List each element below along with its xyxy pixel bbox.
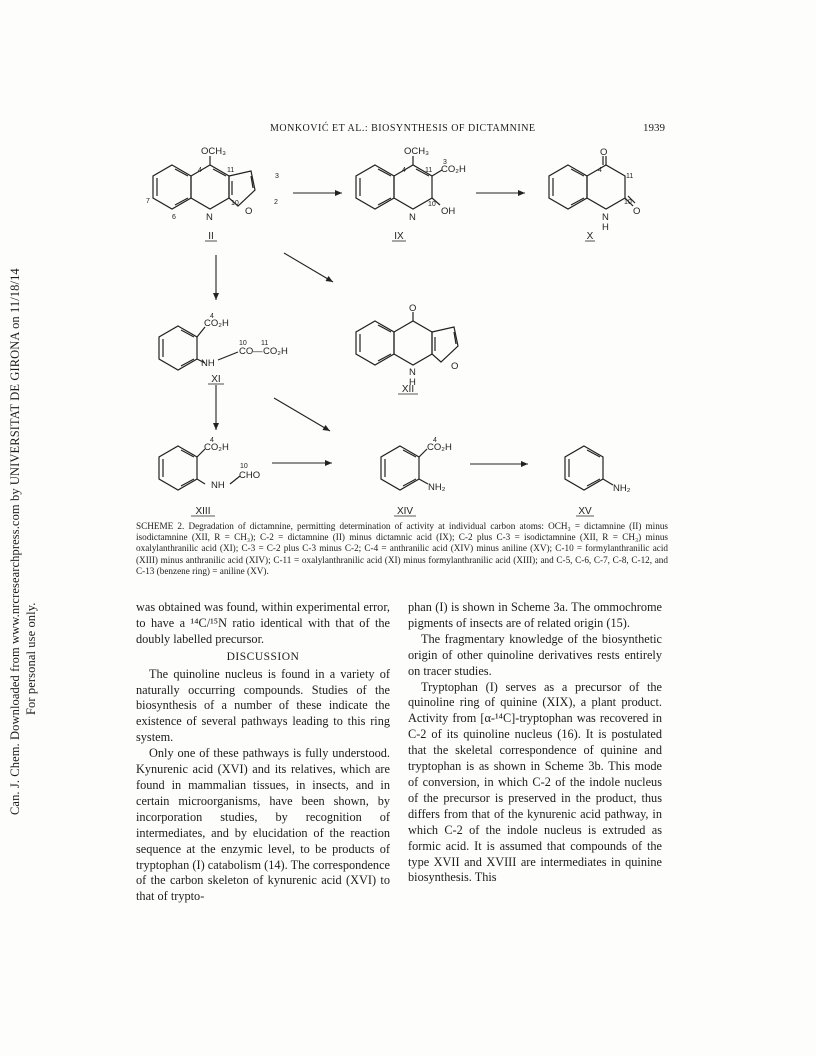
paragraph: The quinoline nucleus is found in a variety of naturally occurring compounds. Studies of the biosynthesis of a number of these indicate the existence of several pathways leading to this ring system. <box>136 666 390 745</box>
paragraph: phan (I) is shown in Scheme 3a. The ommochrome pigments of insects are of related origin (15). <box>408 600 662 630</box>
label-x: X <box>586 231 594 242</box>
atom-label: N <box>409 367 416 378</box>
atom-label: O <box>409 303 417 314</box>
atom-label: 10 <box>239 340 247 347</box>
atom-label: 4 <box>210 437 214 444</box>
atom-label: 7 <box>146 198 150 205</box>
atom-label: N <box>602 212 609 223</box>
atom-label: 3 <box>275 173 279 180</box>
atom-label: NH <box>211 480 225 491</box>
paragraph: Tryptophan (I) serves as a precursor of the quinoline ring of quinine (XIX), a plant product. Activity from [α-¹⁴C]-tryptophan was recovered in C-2 of its quinoline nucleus (16). It is postulated that the skeletal correspondence of quinine and tryptophan is as shown in Scheme 3b. This mode of conversion, in which C-2 of the indole nucleus of the precursor is preserved in the product, thus differs from that of the kynurenic acid pathway, in which C-2 of the indole nucleus is extruded as formic acid. It is assumed that compounds of the type XVII and XVIII are intermediates in quinine biosynthesis. This <box>408 679 662 885</box>
atom-label: CO₂H <box>204 442 229 453</box>
scheme-caption: SCHEME 2. Degradation of dictamnine, permitting determination of activity at individual carbon atoms: OCH₃ = dictamnine (II) minus isodictamnine (XII, R = CH₃); C-2 = dictamnine (II) minus dictamnic acid (IX); C-2 plus C-3 = isodictamnine (XII, R = CH₃) minus oxalylanthranilic acid (XI); C-3 = C-2 plus C-3 minus C-2; C-4 = anthranilic acid (XIV) minus aniline (XV); C-10 = formylanthranilic acid (XIII) minus anthranilic acid (XIV); C-11 = oxalylanthranilic acid (XI) minus formylanthranilic acid (XIII); and C-5, C-6, C-7, C-8, C-12, and C-13 (benzene ring) = aniline (XV). <box>136 521 668 576</box>
atom-label: O <box>633 206 641 217</box>
body-column-left <box>136 600 390 905</box>
paragraph: was obtained was found, within experimental error, to have a ¹⁴C/¹⁵N ratio identical with that of the doubly labelled precursor. <box>136 600 390 646</box>
label-xiii: XIII <box>195 506 211 517</box>
paragraph: The fragmentary knowledge of the biosynthetic origin of other quinoline derivatives rests entirely on tracer studies. <box>408 631 662 678</box>
label-ix: IX <box>394 231 404 242</box>
paragraph: Only one of these pathways is fully understood. Kynurenic acid (XVI) and its relatives, which are found in mammalian tissues, in insects, and in certain microorganisms, have been shown, by incorporation studies, by recognition of intermediates, and by elucidation of the reaction sequence at the enzymic level, to be products of tryptophan (I) catabolism (14). The correspondence of the carbon skeleton of kynurenic acid (XVI) to that of trypto- <box>136 746 390 904</box>
atom-label: CO <box>239 346 254 357</box>
structure-x <box>549 156 635 209</box>
atom-label: 11 <box>261 340 269 347</box>
atom-label: 4 <box>433 437 437 444</box>
atom-label: 10 <box>428 201 436 208</box>
atom-label: CO₂H <box>427 442 452 453</box>
scheme-2-figure <box>0 0 816 520</box>
atom-label: NH₂ <box>613 483 631 494</box>
atom-label: — <box>253 346 263 357</box>
structure-ii <box>153 156 255 209</box>
atom-label: 6 <box>172 214 176 221</box>
atom-label: CO₂H <box>204 318 229 329</box>
label-ii: II <box>208 231 214 242</box>
body-column-right <box>408 600 662 886</box>
structure-xiv <box>381 446 428 490</box>
label-xv: XV <box>578 506 592 517</box>
structure-xi <box>159 326 238 370</box>
label-xi: XI <box>211 374 221 385</box>
atom-label: 4 <box>598 167 602 174</box>
arrow-ii-to-xii <box>284 253 333 282</box>
atom-label: N <box>206 212 213 223</box>
scheme-2-svg <box>0 0 816 520</box>
atom-label: H <box>602 222 609 233</box>
page-number: 1939 <box>643 122 665 134</box>
atom-label: 11 <box>626 173 634 180</box>
structure-xv <box>565 446 613 490</box>
atom-label: 11 <box>425 167 433 174</box>
atom-label: O <box>451 361 459 372</box>
label-xiv: XIV <box>396 506 414 517</box>
running-header: MONKOVIĆ ET AL.: BIOSYNTHESIS OF DICTAMNINE <box>270 123 536 134</box>
atom-label: 2 <box>274 199 278 206</box>
atom-label: O <box>245 206 253 217</box>
download-notice-line-2: For personal use only. <box>24 602 38 715</box>
arrow-xi-to-xiv <box>274 398 330 431</box>
atom-label: NH₂ <box>428 482 446 493</box>
section-heading-discussion: DISCUSSION <box>226 650 300 663</box>
atom-label: 10 <box>240 463 248 470</box>
atom-label: OCH₃ <box>201 146 226 157</box>
structure-xii <box>356 312 458 365</box>
atom-label: 4 <box>210 313 214 320</box>
atom-label: CHO <box>239 470 261 481</box>
atom-label: CO₂H <box>263 346 288 357</box>
atom-label: 3 <box>443 159 447 166</box>
atom-label: CO₂H <box>441 164 466 175</box>
atom-label: OH <box>441 206 456 217</box>
atom-label: 10 <box>231 200 239 207</box>
atom-label: 4 <box>198 167 202 174</box>
atom-label: OCH₃ <box>404 146 429 157</box>
atom-label: N <box>409 212 416 223</box>
download-notice-line-1: Can. J. Chem. Downloaded from www.nrcresearchpress.com by UNIVERSITAT DE GIRONA on 11/18/14 <box>8 268 22 815</box>
atom-label: 11 <box>227 167 235 174</box>
atom-label: O <box>600 147 608 158</box>
atom-label: H <box>409 377 416 388</box>
atom-label: 4 <box>402 167 406 174</box>
atom-label: NH <box>201 358 215 369</box>
label-xii: XII <box>401 384 415 395</box>
atom-label: 10 <box>624 199 632 206</box>
